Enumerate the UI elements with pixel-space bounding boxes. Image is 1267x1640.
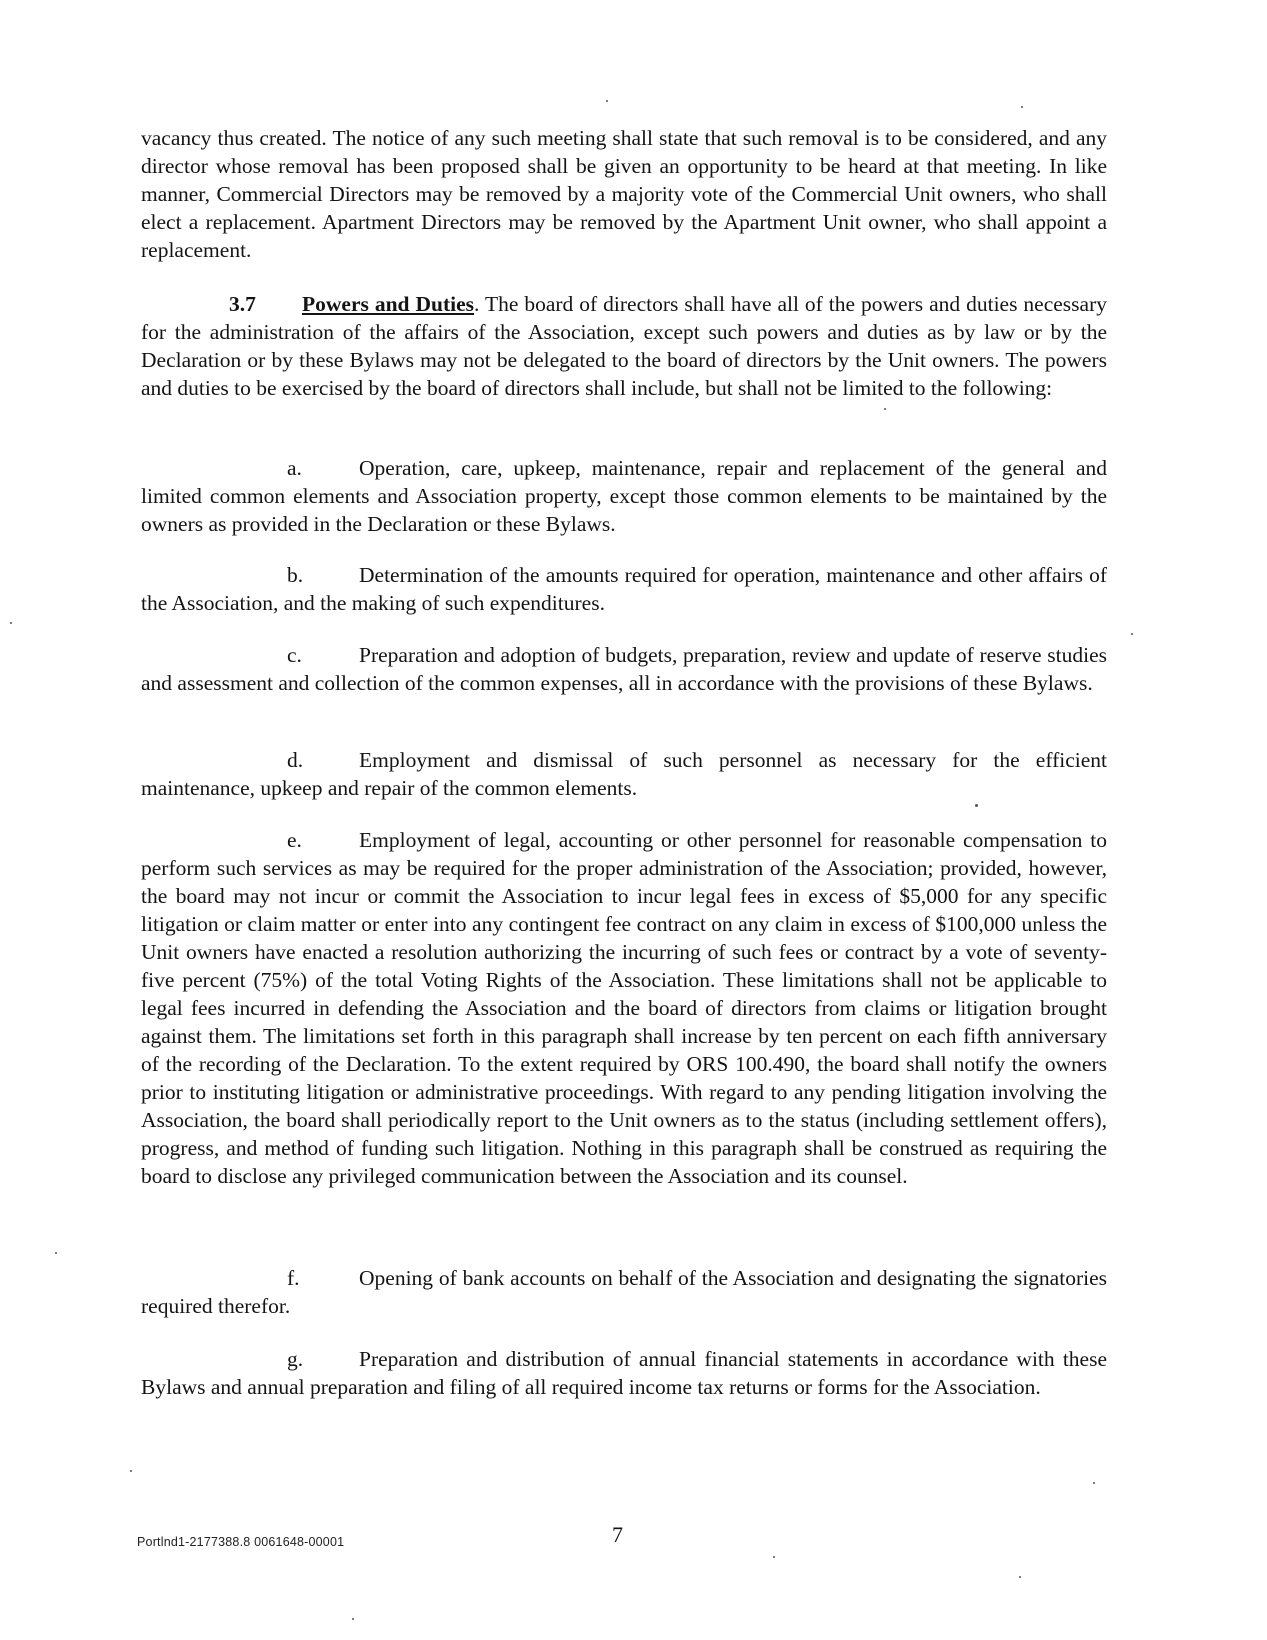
- page-number: 7: [612, 1522, 623, 1547]
- list-item: [141, 561, 1107, 617]
- scan-speck: [1021, 106, 1023, 108]
- list-item: [141, 1345, 1107, 1401]
- section-title: Powers and Duties: [302, 292, 474, 316]
- scan-speck: [884, 408, 886, 410]
- continuation-paragraph: vacancy thus created. The notice of any such meeting shall state that such removal is to be considered, and any director whose removal has been proposed shall be given an opportunity to be heard at that meeting. In like manner, Commercial Directors may be removed by a majority vote of the Commercial Unit owners, who shall elect a replacement. Apartment Directors may be removed by the Apartment Unit owner, who shall appoint a replacement.: [141, 126, 1107, 262]
- item-letter: a.: [287, 456, 302, 480]
- item-text: Preparation and distribution of annual financial statements in accordance with these Bylaws and annual preparation and filing of all required income tax returns or forms for the Association.: [141, 1347, 1107, 1399]
- item-letter: b.: [287, 563, 304, 587]
- list-item: [141, 826, 1107, 1190]
- scan-speck: [130, 1470, 132, 1472]
- section-number: 3.7: [229, 292, 256, 316]
- item-text: Opening of bank accounts on behalf of the Association and designating the signatories required therefor.: [141, 1266, 1107, 1318]
- item-text: Employment of legal, accounting or other personnel for reasonable compensation to perform such services as may be required for the proper administration of the Association; provided, however, the board may not incur or commit the Association to incur legal fees in excess of $5,000 for any specific litigation or claim matter or enter into any contingent fee contract on any claim in excess of $100,000 unless the Unit owners have enacted a resolution authorizing the incurring of such fees or contract by a vote of seventy-five percent (75%) of the total Voting Rights of the Association. These limitations shall not be applicable to legal fees incurred in defending the Association and the board of directors from claims or litigation brought against them. The limitations set forth in this paragraph shall increase by ten percent on each fifth anniversary of the recording of the Declaration. To the extent required by ORS 100.490, the board shall notify the owners prior to instituting litigation or administrative proceedings. With regard to any pending litigation involving the Association, the board shall periodically report to the Unit owners as to the status (including settlement offers), progress, and method of funding such litigation. Nothing in this paragraph shall be construed as requiring the board to disclose any privileged communication between the Association and its counsel.: [141, 828, 1107, 1188]
- item-letter: d.: [287, 748, 304, 772]
- list-item: [141, 641, 1107, 697]
- list-item: [141, 1264, 1107, 1320]
- item-letter: c.: [287, 643, 302, 667]
- scan-speck: [352, 1618, 354, 1620]
- item-text: Operation, care, upkeep, maintenance, repair and replacement of the general and limited common elements and Association property, except those common elements to be maintained by the owners as provided in the Declaration or these Bylaws.: [141, 456, 1107, 536]
- item-text: Preparation and adoption of budgets, preparation, review and update of reserve studies and assessment and collection of the common expenses, all in accordance with the provisions of these Bylaws.: [141, 643, 1107, 695]
- list-item: [141, 746, 1107, 802]
- item-letter: e.: [287, 828, 302, 852]
- scan-speck: [10, 622, 12, 624]
- scan-speck: [1131, 633, 1133, 635]
- document-id: Portlnd1-2177388.8 0061648-00001: [137, 1535, 345, 1549]
- section-body: . The board of directors shall have all of the powers and duties necessary for the administration of the affairs of the Association, except such powers and duties as by law or by the Declaration or by these Bylaws may not be delegated to the board of directors by the Unit owners. The powers and duties to be exercised by the board of directors shall include, but shall not be limited to the following:: [141, 292, 1107, 400]
- item-text: Employment and dismissal of such personnel as necessary for the efficient maintenance, upkeep and repair of the common elements.: [141, 748, 1107, 800]
- scan-speck: [1019, 1576, 1021, 1578]
- scan-speck: [773, 1556, 775, 1558]
- list-item: [141, 454, 1107, 538]
- item-letter: g.: [287, 1347, 304, 1371]
- item-letter: f.: [287, 1266, 300, 1290]
- scan-speck: [55, 1252, 57, 1254]
- scan-speck: [975, 804, 978, 807]
- scan-speck: [606, 100, 608, 102]
- scan-speck: [1093, 1482, 1095, 1484]
- item-text: Determination of the amounts required for operation, maintenance and other affairs of the Association, and the making of such expenditures.: [141, 563, 1107, 615]
- section-3-7-paragraph: [141, 290, 1107, 402]
